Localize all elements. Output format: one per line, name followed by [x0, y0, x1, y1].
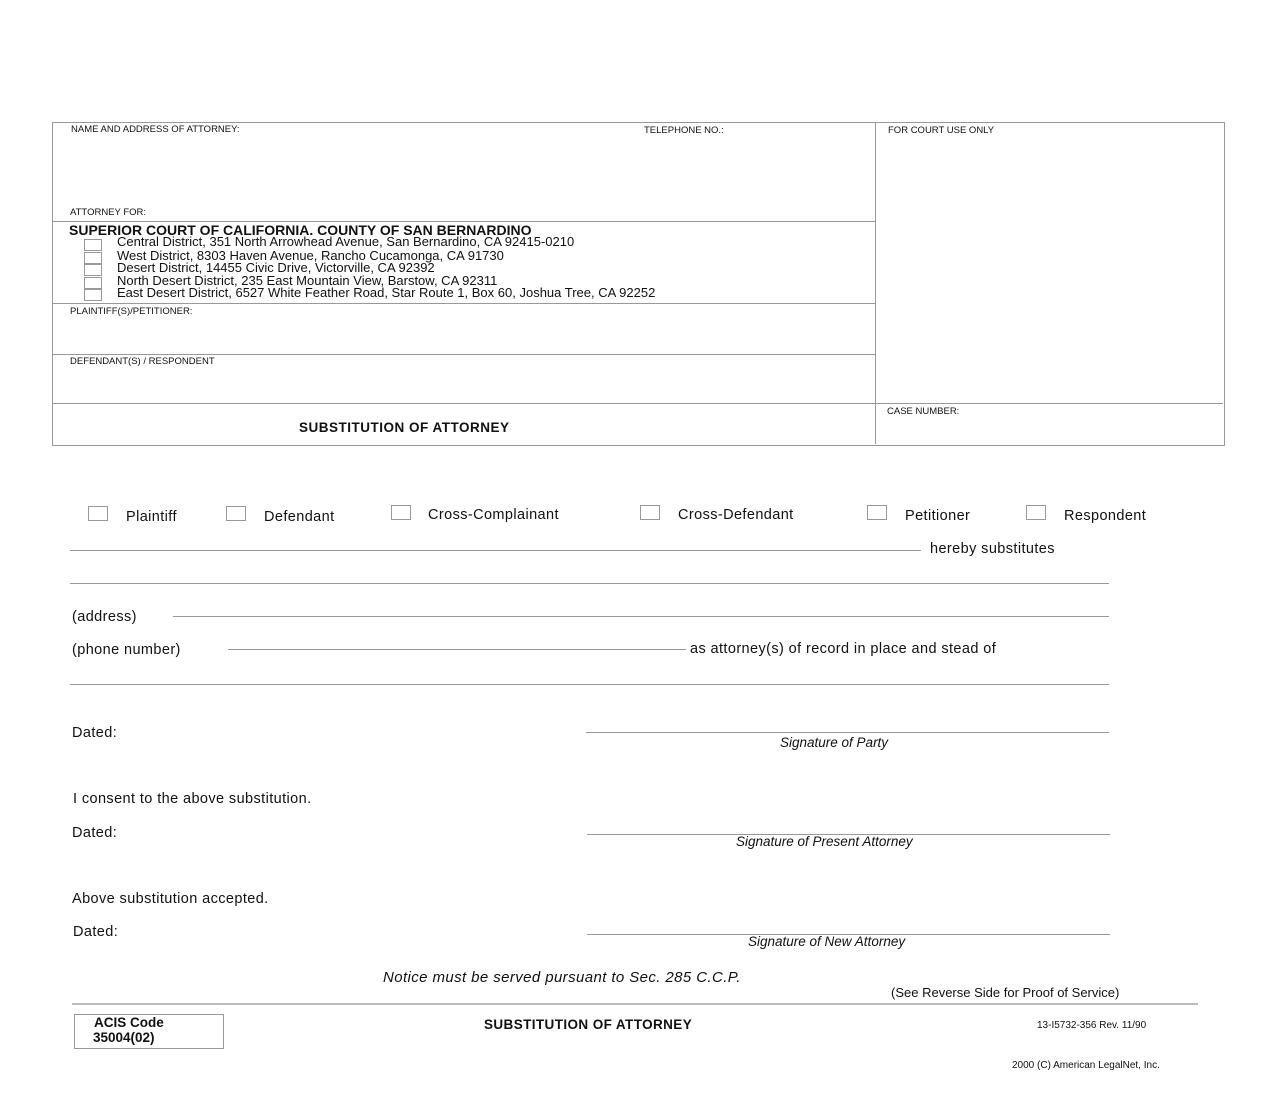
party-defendant: Defendant — [264, 509, 335, 525]
district-desert: Desert District, 14455 Civic Drive, Victorville, CA 92392 — [117, 260, 435, 275]
form-number: 13-I5732-356 Rev. 11/90 — [1037, 1020, 1147, 1031]
present-attorney-line[interactable] — [70, 684, 1109, 685]
district-north-desert: North Desert District, 235 East Mountain View, Barstow, CA 92311 — [117, 273, 498, 288]
plaintiff-label: PLAINTIFF(S)/PETITIONER: — [70, 306, 193, 317]
divider — [52, 354, 875, 355]
signature-party-line[interactable] — [586, 732, 1109, 733]
court-title: SUPERIOR COURT OF CALIFORNIA. COUNTY OF SAN BERNARDINO — [69, 222, 532, 238]
divider — [52, 303, 875, 304]
accepted-text: Above substitution accepted. — [72, 891, 269, 907]
plaintiff-checkbox[interactable] — [88, 506, 108, 521]
address-line[interactable] — [173, 616, 1109, 617]
new-attorney-line[interactable] — [70, 583, 1109, 584]
address-label: (address) — [72, 609, 137, 625]
footer-title: SUBSTITUTION OF ATTORNEY — [484, 1017, 693, 1032]
dated-label-present: Dated: — [72, 825, 118, 841]
signature-party-label: Signature of Party — [780, 735, 889, 750]
district-checkbox-north-desert[interactable] — [84, 277, 102, 289]
petitioner-checkbox[interactable] — [867, 505, 887, 520]
cross-defendant-checkbox[interactable] — [640, 505, 660, 520]
party-plaintiff: Plaintiff — [126, 509, 177, 525]
party-petitioner: Petitioner — [905, 508, 971, 524]
district-central: Central District, 351 North Arrowhead Avenue, San Bernardino, CA 92415-0210 — [117, 234, 575, 249]
district-east-desert: East Desert District, 6527 White Feather Road, Star Route 1, Box 60, Joshua Tree, CA 92252 — [117, 285, 656, 300]
party-respondent: Respondent — [1064, 508, 1147, 524]
consent-text: I consent to the above substitution. — [73, 791, 312, 807]
divider — [875, 122, 876, 444]
court-use-label: FOR COURT USE ONLY — [888, 125, 995, 136]
cross-complainant-checkbox[interactable] — [391, 505, 411, 520]
district-checkbox-central[interactable] — [84, 239, 102, 251]
in-place-of-text: as attorney(s) of record in place and stead of — [690, 641, 997, 657]
phone-line[interactable] — [228, 649, 686, 650]
phone-label: (phone number) — [72, 642, 181, 658]
party-name-line[interactable] — [70, 550, 921, 551]
attorney-for-label: ATTORNEY FOR: — [70, 207, 147, 218]
case-number-label: CASE NUMBER: — [887, 406, 960, 417]
dated-label-new: Dated: — [73, 924, 119, 940]
footer-divider — [72, 1003, 1198, 1005]
district-checkbox-west[interactable] — [84, 252, 102, 264]
party-cross-complainant: Cross-Complainant — [428, 507, 559, 523]
notice-text: Notice must be served pursuant to Sec. 285 C.C.P. — [383, 969, 741, 986]
district-checkbox-east-desert[interactable] — [84, 289, 102, 301]
party-cross-defendant: Cross-Defendant — [678, 507, 794, 523]
district-west: West District, 8303 Haven Avenue, Rancho Cucamonga, CA 91730 — [117, 248, 504, 263]
divider — [52, 403, 1223, 404]
copyright: 2000 (C) American LegalNet, Inc. — [1012, 1060, 1160, 1071]
district-checkbox-desert[interactable] — [84, 264, 102, 276]
name-address-label: NAME AND ADDRESS OF ATTORNEY: — [71, 124, 240, 135]
form-title: SUBSTITUTION OF ATTORNEY — [299, 420, 510, 435]
acis-code-label: ACIS Code — [94, 1015, 164, 1030]
hereby-substitutes-text: hereby substitutes — [930, 541, 1055, 557]
acis-code-value: 35004(02) — [93, 1030, 155, 1045]
defendant-label: DEFENDANT(S) / RESPONDENT — [70, 356, 215, 367]
see-reverse-text: (See Reverse Side for Proof of Service) — [891, 985, 1120, 1000]
respondent-checkbox[interactable] — [1026, 505, 1046, 520]
telephone-label: TELEPHONE NO.: — [644, 125, 724, 136]
dated-label-party: Dated: — [72, 725, 118, 741]
signature-new-label: Signature of New Attorney — [748, 934, 906, 949]
defendant-checkbox[interactable] — [226, 506, 246, 521]
signature-present-label: Signature of Present Attorney — [736, 834, 913, 849]
